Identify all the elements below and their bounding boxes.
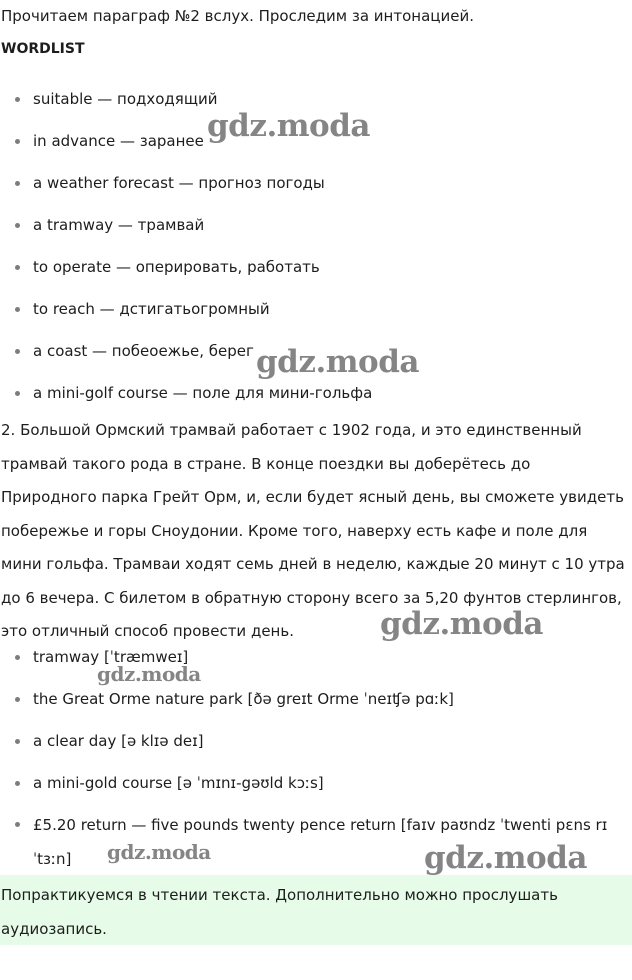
wordlist-item: suitable — подходящий [0,88,372,130]
watermark: gdz.moda [256,344,419,380]
pronunciation-item: £5.20 return — five pounds twenty pence return [faɪv paʊndz ˈtwenti pɛns rɪˈtɜːn] [0,808,632,876]
practice-note: Попрактикуемся в чтении текста. Дополнительно можно прослушать аудиозапись. [0,875,632,945]
pronunciation-item: a mini-gold course [ə ˈmɪnɪ-gəʊld kɔːs] [0,772,632,814]
pronunciation-item: the Great Orme nature park [ðə greɪt Orme ˈneɪʧə pɑːk] [0,688,632,730]
wordlist-item: to operate — оперировать, работать [0,256,372,298]
bullet-icon [15,781,20,786]
intro-text: Прочитаем параграф №2 вслух. Проследим за интонацией. [1,7,474,25]
paragraph-translation: 2. Большой Ормский трамвай работает с 1902 года, и это единственный трамвай такого рода в стране. В конце поездки вы доберётесь до Природного парка Грейт Орм, и, если будет ясный день, вы сможете увидеть побережье и горы Сноудонии. Кроме того, наверху есть кафе и поле для мини гольфа. Трамваи ходят семь дней в неделю, каждые 20 минут с 10 утра до 6 вечера. С билетом в обратную сторону всего за 5,20 фунтов стерлингов, это отличный способ провести день. [1,421,625,640]
watermark: gdz.moda [107,840,211,864]
bullet-icon [15,822,20,827]
wordlist-item: a coast — побеоежье, берег [0,340,372,382]
bullet-icon [15,655,20,660]
bullet-icon [15,223,20,228]
wordlist-item: in advance — заранее [0,130,372,172]
bullet-icon [15,97,20,102]
wordlist-item: a tramway — трамвай [0,214,372,256]
watermark: gdz.moda [424,840,587,876]
bullet-icon [15,181,20,186]
bullet-icon [15,265,20,270]
watermark: gdz.moda [97,662,201,686]
wordlist-heading: WORDLIST [1,41,85,57]
bullet-icon [15,307,20,312]
wordlist-item: to reach — дстигатьогромный [0,298,372,340]
bullet-icon [15,697,20,702]
watermark: gdz.moda [380,606,543,642]
wordlist-item: a mini-golf course — поле для мини-гольфа [0,382,372,424]
bullet-icon [15,739,20,744]
bullet-icon [15,139,20,144]
pronunciation-item: tramway [ˈtræmweɪ] [0,646,632,688]
pronunciation-item: a clear day [ə klɪə deɪ] [0,730,632,772]
watermark: gdz.moda [207,108,370,144]
bullet-icon [15,349,20,354]
wordlist-item: a weather forecast — прогноз погоды [0,172,372,214]
bullet-icon [15,391,20,396]
